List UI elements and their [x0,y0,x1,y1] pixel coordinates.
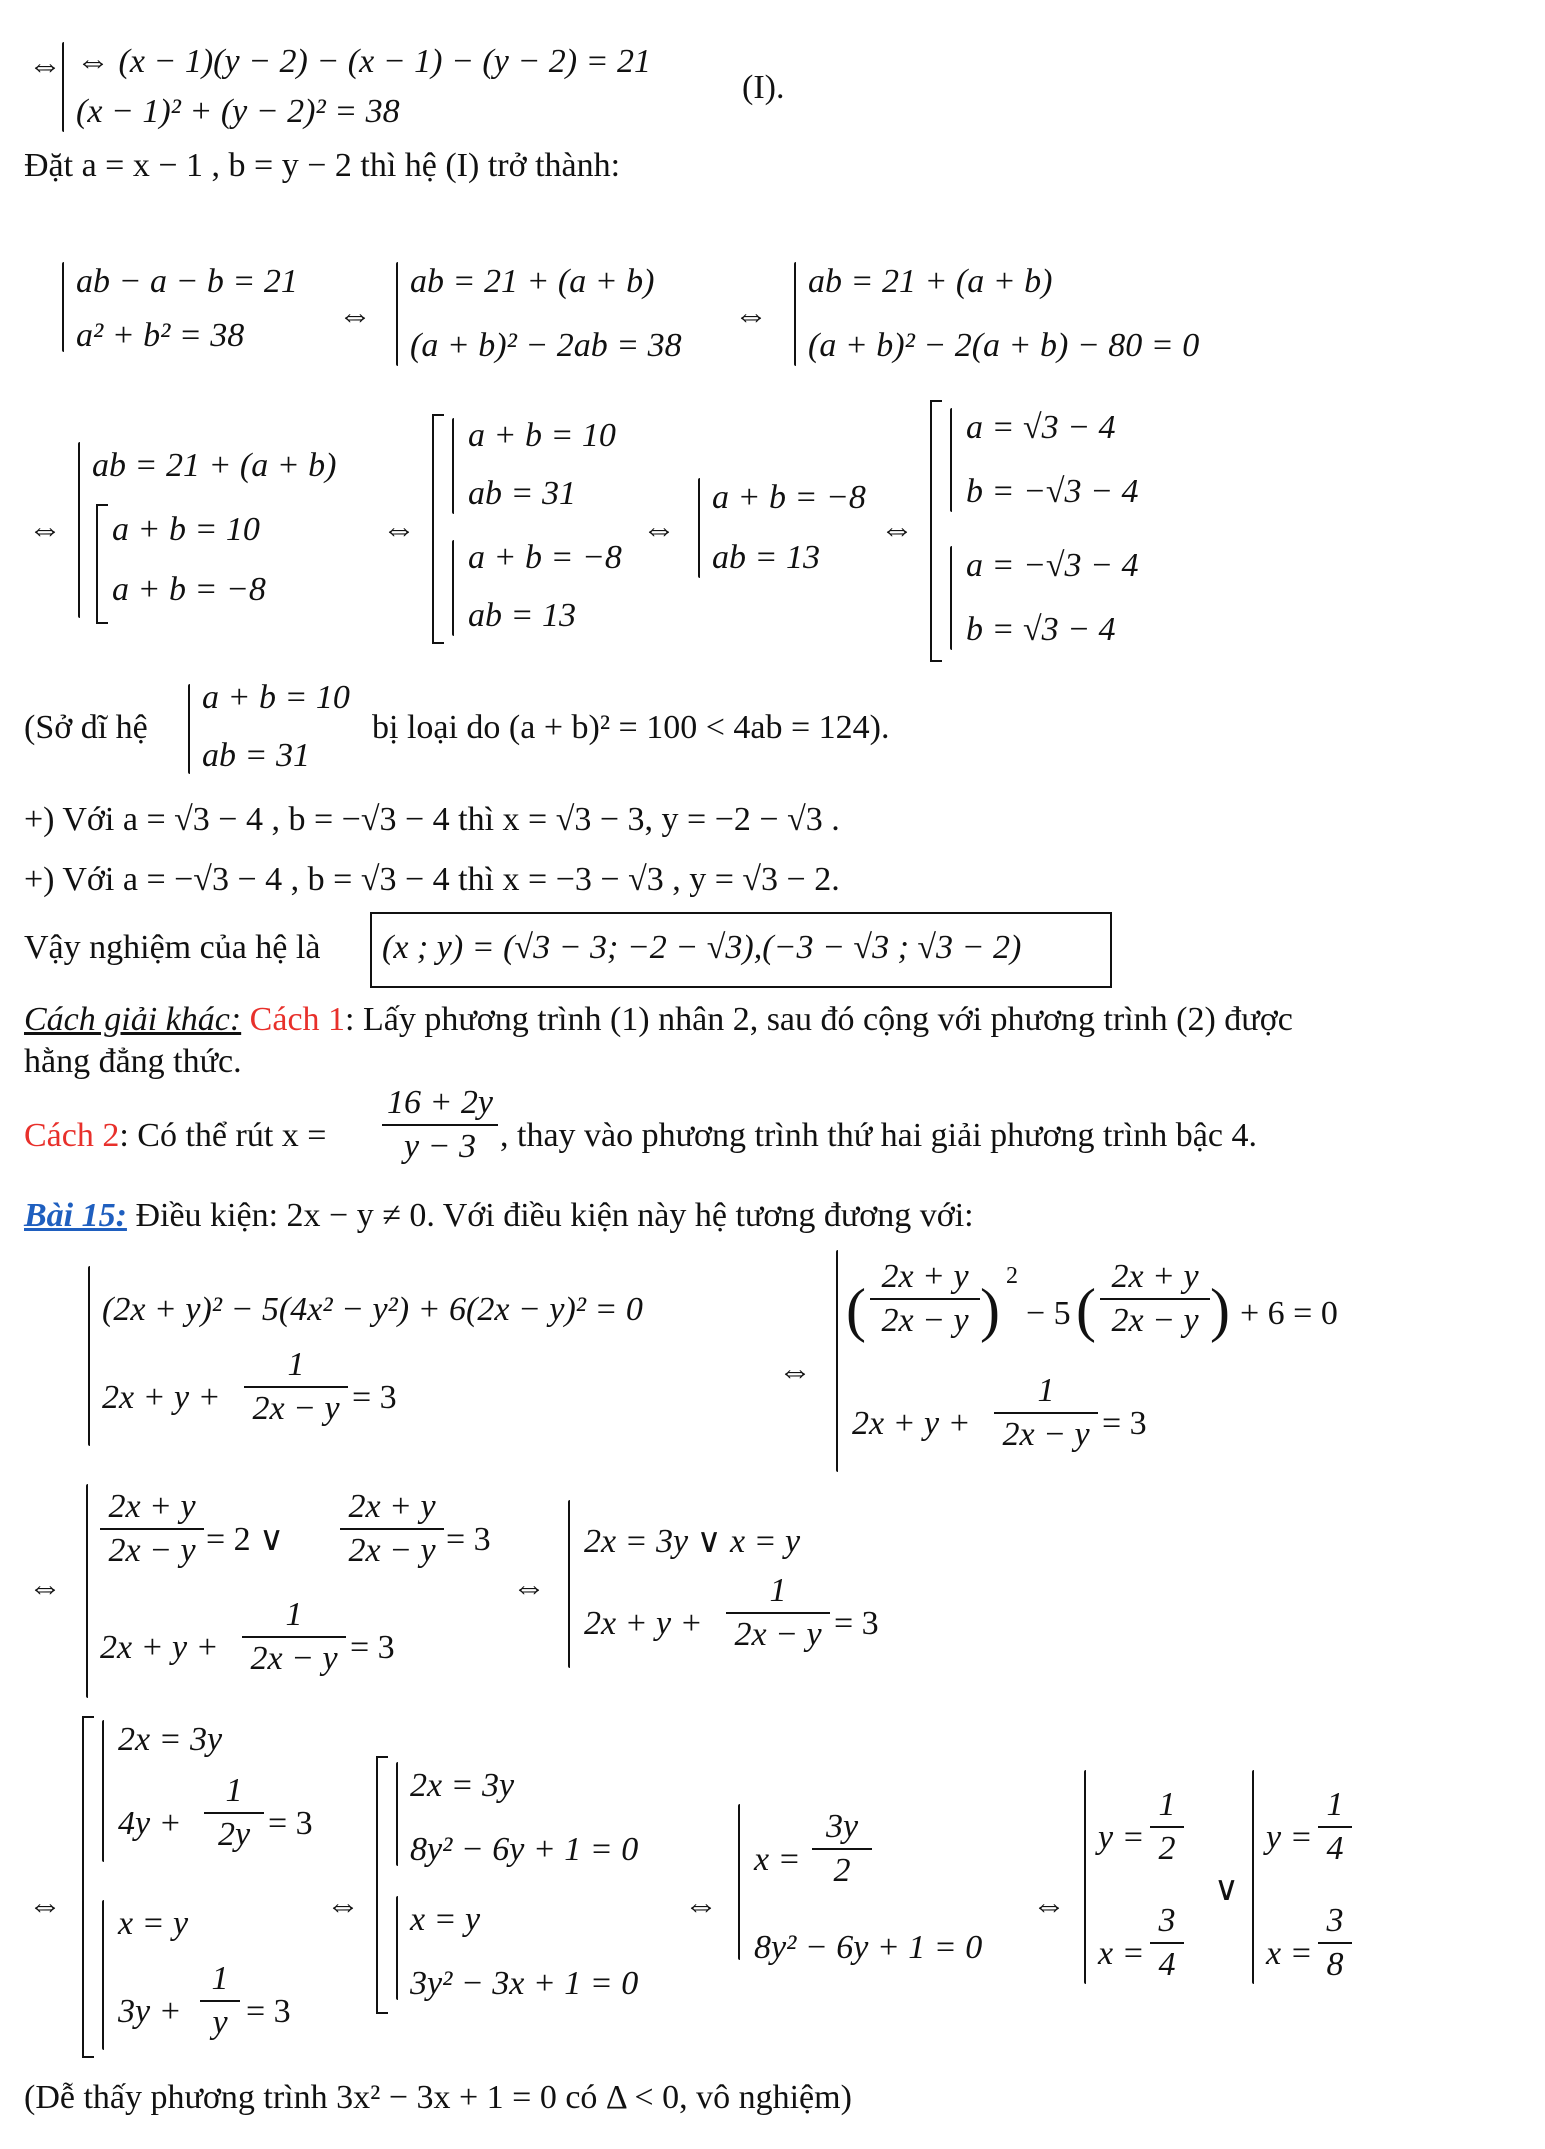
brace [102,1900,104,2050]
brace [1084,1770,1086,1984]
numerator: 2x + y [348,1488,436,1525]
iff-symbol: ⇔ [28,1887,62,1924]
brace [568,1500,570,1668]
b3-eq2: = 2 ∨ [206,1521,285,1558]
b4d-x-label-2: x = [1266,1935,1313,1972]
b4a-line4-post: = 3 [246,1993,291,2030]
b1-line1: (2x + y)² − 5(4x² − y²) + 6(2x − y)² = 0 [102,1291,643,1328]
iff-symbol: ⇔ [734,297,768,334]
b4b-line3: x = y [410,1901,481,1938]
fraction-bar [1318,1826,1352,1828]
b3-line2-pre: 2x + y + [100,1629,219,1666]
numerator: 2x + y [881,1258,969,1295]
denominator: 2x − y [881,1302,969,1339]
paren-close: ) [980,1277,1000,1343]
fraction-bar [1150,1942,1184,1944]
reason-sys-line2: ab = 31 [202,737,310,774]
iff-symbol: ⇔ [880,511,914,548]
denominator: 2x − y [348,1532,436,1569]
fraction-bar [994,1412,1098,1414]
b1-fraction [244,1346,348,1428]
brace [698,478,700,578]
numerator: 3y [825,1808,859,1845]
fraction-bar [200,2000,240,2002]
b4a-fraction-2 [200,1960,240,2042]
denominator: 4 [1158,1946,1176,1983]
brace [188,684,190,774]
b4d-y-label: y = [1098,1819,1145,1856]
b4b-line1: 2x = 3y [410,1767,515,1804]
fraction-bar [382,1124,498,1126]
exercise-label: Bài 15: [24,1197,127,1234]
reason-suffix: bị loại do (a + b)² = 100 < 4ab = 124). [372,709,890,746]
sys2c-line2: (a + b)² − 2(a + b) − 80 = 0 [808,327,1200,364]
sys3b-line1: a + b = 10 [468,417,616,454]
sys3c-line1: a + b = −8 [712,479,866,516]
iff-symbol: ⇔ [778,1353,812,1390]
brace [88,1266,90,1446]
sys3b-line4: ab = 13 [468,597,576,634]
brace [794,262,796,366]
b4d-x2 [1318,1902,1352,1984]
b3-eq3: = 3 [446,1521,491,1558]
reason-prefix: (Sở dĩ hệ [24,709,148,746]
superscript-2: 2 [1006,1263,1018,1289]
numerator: 3 [1158,1902,1176,1939]
b2-end: + 6 = 0 [1240,1295,1338,1332]
b3-fraction-1 [100,1488,204,1570]
numerator: 1 [1037,1372,1055,1409]
denominator: 2 [833,1852,851,1889]
b2-line2-post: = 3 [1102,1405,1147,1442]
sys2a-line2: a² + b² = 38 [76,317,245,354]
method-2-fraction [382,1084,498,1166]
sys3a-line3: a + b = −8 [112,571,266,608]
brace [1252,1770,1254,1984]
denominator: 2 [1158,1830,1176,1867]
method-1-text-cont: hằng đẳng thức. [24,1043,242,1080]
substitution-line: Đặt a = x − 1 , b = y − 2 thì hệ (I) trở thành: [24,147,621,184]
bracket [432,414,444,644]
b4a-fraction [204,1772,264,1854]
b4a-line1: 2x = 3y [118,1721,223,1758]
b3c-line1: 2x = 3y ∨ x = y [584,1523,801,1560]
brace [836,1250,838,1472]
b1-line2-pre: 2x + y + [102,1379,221,1416]
sys3d-line1: a = √3 − 4 [966,409,1116,446]
denominator: 2x − y [1111,1302,1199,1339]
numerator: 1 [285,1596,303,1633]
b3c-line2-pre: 2x + y + [584,1605,703,1642]
iff-symbol: ⇔ [28,47,62,84]
b3-fraction-2 [340,1488,444,1570]
numerator: 2x + y [1111,1258,1199,1295]
reason-sys-line1: a + b = 10 [202,679,350,716]
b4b-line2: 8y² − 6y + 1 = 0 [410,1831,639,1868]
fraction-bar [812,1848,872,1850]
b4c-line2: 8y² − 6y + 1 = 0 [754,1929,983,1966]
paren-open: ( [1076,1277,1096,1343]
denominator: 2x − y [734,1616,822,1653]
paren-close: ) [1210,1277,1230,1343]
iff-symbol: ⇔ [684,1887,718,1924]
denominator: 8 [1326,1946,1344,1983]
brace [950,408,952,512]
b4c-line1: x = [754,1841,801,1878]
b3-line2-post: = 3 [350,1629,395,1666]
fraction-bar [1318,1942,1352,1944]
method-1-text: : Lấy phương trình (1) nhân 2, sau đó cộng với phương trình (2) được [345,1001,1293,1038]
brace [452,540,454,636]
numerator: 1 [225,1772,243,1809]
brace [452,418,454,514]
sys1-line1: ⇔ (x − 1)(y − 2) − (x − 1) − (y − 2) = 21 [76,43,652,80]
sys2a-line1: ab − a − b = 21 [76,263,298,300]
b4c-fraction [812,1808,872,1890]
b2-line2-fraction [994,1372,1098,1454]
b4d-y1 [1150,1786,1184,1868]
final-note: (Dễ thấy phương trình 3x² − 3x + 1 = 0 có Δ < 0, vô nghiệm) [24,2079,852,2116]
b3-line2-fraction [242,1596,346,1678]
sys3d-line4: b = √3 − 4 [966,611,1116,648]
sys2c-line1: ab = 21 + (a + b) [808,263,1053,300]
sys3d-line3: a = −√3 − 4 [966,547,1139,584]
brace [86,1484,88,1698]
exercise-intro: Điều kiện: 2x − y ≠ 0. Với điều kiện này hệ tương đương với: [126,1197,974,1234]
fraction-bar [204,1812,264,1814]
b4a-line3: x = y [118,1905,189,1942]
b4d-x1 [1150,1902,1184,1984]
case-2: +) Với a = −√3 − 4 , b = √3 − 4 thì x = −3 − √3 , y = √3 − 2. [24,861,840,898]
b4a-line4-pre: 3y + [118,1993,182,2030]
sys1-line2: (x − 1)² + (y − 2)² = 38 [76,93,400,130]
b4a-line2-pre: 4y + [118,1805,182,1842]
method-1-label: Cách 1 [249,1001,346,1038]
answer-text: (x ; y) = (√3 − 3; −2 − √3),(−3 − √3 ; √3 − 2) [382,929,1022,966]
b4b-line4: 3y² − 3x + 1 = 0 [410,1965,639,2002]
brace [62,42,64,132]
method-2-suffix: , thay vào phương trình thứ hai giải phương trình bậc 4. [500,1117,1257,1154]
numerator: 1 [287,1346,305,1383]
sys2b-line2: (a + b)² − 2ab = 38 [410,327,682,364]
case-1: +) Với a = √3 − 4 , b = −√3 − 4 thì x = √3 − 3, y = −2 − √3 . [24,801,840,838]
b2-fraction-2 [1100,1258,1210,1340]
denominator: y [212,2004,228,2041]
numerator: 1 [769,1572,787,1609]
b2-line2-pre: 2x + y + [852,1405,971,1442]
b3c-line2-post: = 3 [834,1605,879,1642]
denominator: y − 3 [403,1128,477,1165]
bracket [930,400,942,662]
fraction-bar [100,1528,204,1530]
conclusion-label: Vậy nghiệm của hệ là [24,929,321,966]
b3c-fraction [726,1572,830,1654]
iff-symbol: ⇔ [338,297,372,334]
fraction-bar [340,1528,444,1530]
numerator: 1 [211,1960,229,1997]
sys1-tag: (I). [742,69,785,106]
sys3d-line2: b = −√3 − 4 [966,473,1139,510]
brace [62,262,64,352]
bracket [82,1716,94,2058]
denominator: 2x − y [252,1390,340,1427]
bracket [376,1756,388,2014]
denominator: 2y [217,1816,251,1853]
b1-line2-post: = 3 [352,1379,397,1416]
brace [102,1720,104,1862]
numerator: 2x + y [108,1488,196,1525]
b4d-x-label: x = [1098,1935,1145,1972]
fraction-bar [242,1636,346,1638]
sys3b-line3: a + b = −8 [468,539,622,576]
numerator: 16 + 2y [386,1084,494,1121]
iff-symbol: ⇔ [28,1569,62,1606]
fraction-bar [1100,1298,1210,1300]
alt-methods-label: Cách giải khác: [24,1001,242,1038]
paren-open: ( [846,1277,866,1343]
iff-symbol: ⇔ [642,511,676,548]
iff-symbol: ⇔ [382,511,416,548]
sys2b-line1: ab = 21 + (a + b) [410,263,655,300]
brace [738,1804,740,1960]
b4d-y2 [1318,1786,1352,1868]
numerator: 3 [1326,1902,1344,1939]
fraction-bar [726,1612,830,1614]
method-2-prefix: : Có thể rút x = [119,1117,327,1154]
brace [950,546,952,650]
fraction-bar [244,1386,348,1388]
sys3c-line2: ab = 13 [712,539,820,576]
numerator: 1 [1158,1786,1176,1823]
denominator: 2x − y [250,1640,338,1677]
brace [396,1762,398,1866]
sys3a-line1: ab = 21 + (a + b) [92,447,337,484]
b2-fraction-1 [870,1258,980,1340]
sys3a-line2: a + b = 10 [112,511,260,548]
numerator: 1 [1326,1786,1344,1823]
method-2-label: Cách 2 [24,1117,120,1154]
iff-symbol: ⇔ [512,1569,546,1606]
iff-symbol: ⇔ [28,511,62,548]
denominator: 2x − y [108,1532,196,1569]
b4a-line2-post: = 3 [268,1805,313,1842]
sys3b-line2: ab = 31 [468,475,576,512]
bracket [96,504,108,624]
denominator: 2x − y [1002,1416,1090,1453]
iff-symbol: ⇔ [326,1887,360,1924]
brace [396,1896,398,2000]
fraction-bar [1150,1826,1184,1828]
iff-symbol: ⇔ [1032,1887,1066,1924]
b2-minus5: − 5 [1026,1295,1071,1332]
b4d-y-label-2: y = [1266,1819,1313,1856]
fraction-bar [870,1298,980,1300]
or-symbol: ∨ [1214,1871,1239,1908]
brace [78,442,80,618]
brace [396,262,398,366]
denominator: 4 [1326,1830,1344,1867]
